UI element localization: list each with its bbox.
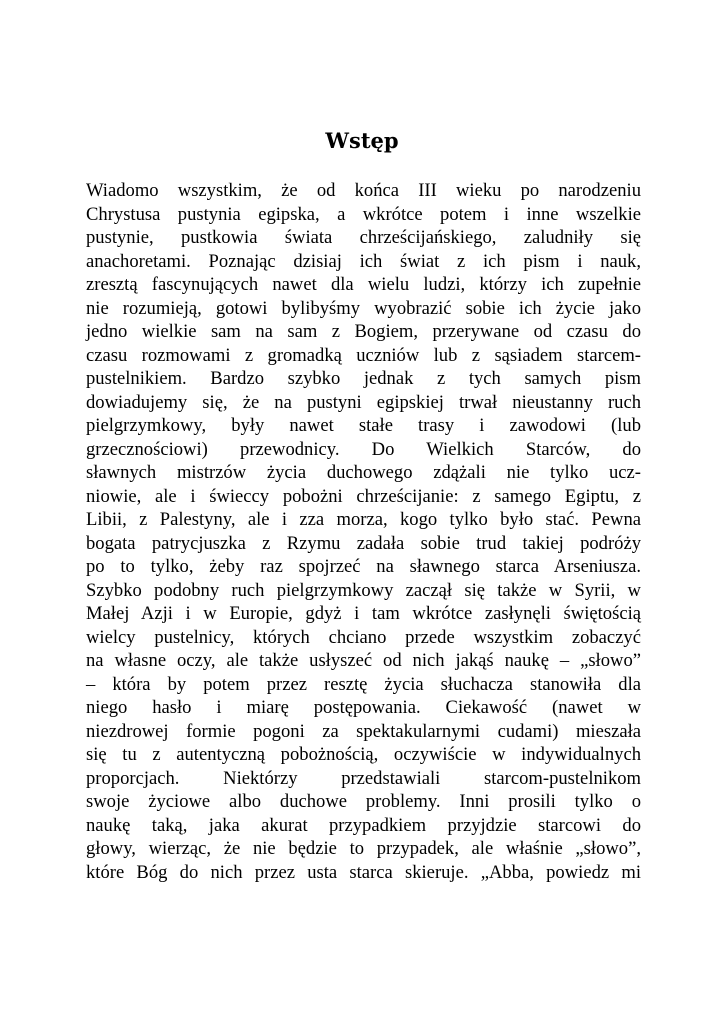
text-line: które Bóg do nich przez usta starca skieruje. „Abba, powiedz mi [86, 861, 641, 883]
text-line: jedno wielkie sam na sam z Bogiem, przerywane od czasu do [86, 321, 641, 342]
text-line: pustynie, pustkowia świata chrześcijańskiego, zaludniły się [86, 227, 641, 248]
text-line: swoje życiowe albo duchowe problemy. Inni prosili tylko o [86, 791, 641, 812]
text-line: bogata patrycjuszka z Rzymu zadała sobie trud takiej podróży [86, 532, 641, 554]
text-line: niezdrowej formie pogoni za spektakularnymi cudami) mieszała [86, 720, 641, 742]
text-line: czasu rozmowami z gromadką uczniów lub z sąsiadem starcem- [86, 344, 641, 366]
text-line: Wiadomo wszystkim, że od końca III wieku po narodzeniu [86, 180, 641, 201]
text-line: zresztą fascynujących nawet dla wielu ludzi, którzy ich zupełnie [86, 274, 641, 295]
text-line: Małej Azji i w Europie, gdyż i tam wkrótce zasłynęli świętością [86, 603, 641, 624]
text-line: się tu z autentyczną pobożnością, oczywiście w indywidualnych [86, 744, 641, 765]
text-line: dowiadujemy się, że na pustyni egipskiej trwał nieustanny ruch [86, 391, 641, 413]
text-line: Chrystusa pustynia egipska, a wkrótce potem i inne wszelkie [86, 203, 641, 225]
text-line: grzecznościowi) przewodnicy. Do Wielkich Starców, do [86, 438, 641, 460]
text-line: nie rozumieją, gotowi bylibyśmy wyobrazić sobie ich życie jako [86, 297, 641, 319]
text-line: niego hasło i miarę postępowania. Ciekawość (nawet w [86, 697, 641, 718]
text-line: – która by potem przez resztę życia słuchacza stanowiła dla [86, 673, 641, 695]
chapter-title: Wstęp [325, 128, 399, 153]
body-paragraph [86, 179, 641, 884]
text-line: wielcy pustelnicy, których chciano przede wszystkim zobaczyć [86, 626, 641, 648]
text-line: Szybko podobny ruch pielgrzymkowy zaczął się także w Syrii, w [86, 579, 641, 601]
text-line: niowie, ale i świeccy pobożni chrześcijanie: z samego Egiptu, z [86, 485, 641, 507]
text-line: anachoretami. Poznając dzisiaj ich świat z ich pism i nauk, [86, 250, 641, 272]
text-line: pielgrzymkowy, były nawet stałe trasy i zawodowi (lub [86, 415, 641, 436]
text-line: pustelnikiem. Bardzo szybko jednak z tych samych pism [86, 368, 641, 389]
text-line: głowy, wierząc, że nie będzie to przypadek, ale właśnie „słowo”, [86, 838, 641, 859]
text-line: na własne oczy, ale także usłyszeć od nich jakąś naukę – „słowo” [86, 650, 641, 671]
text-line: sławnych mistrzów życia duchowego zdążali nie tylko ucz- [86, 462, 641, 483]
text-line: po to tylko, żeby raz spojrzeć na sławnego starca Arseniusza. [86, 556, 641, 577]
text-line: Libii, z Palestyny, ale i zza morza, kogo tylko było stać. Pewna [86, 509, 641, 530]
text-line: proporcjach. Niektórzy przedstawiali starcom-pustelnikom [86, 767, 641, 789]
text-line: naukę taką, jaka akurat przypadkiem przyjdzie starcowi do [86, 814, 641, 836]
